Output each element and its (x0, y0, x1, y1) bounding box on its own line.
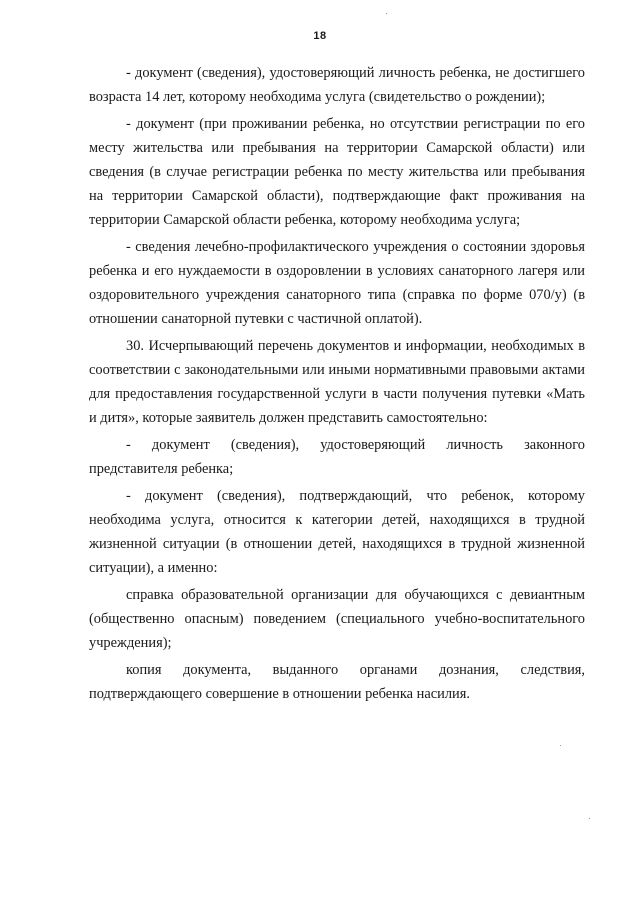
paragraph-educational-certificate: справка образовательной организации для обучающихся с девиантным (общественно опасным) поведением (специального учебно-воспитательного учреждения); (89, 587, 585, 652)
page-number: 18 (313, 30, 327, 42)
paragraph-child-identity-document: - документ (сведения), удостоверяющий личность ребенка, не достигшего возраста 14 лет, которому необходима услуга (свидетельство о рождении); (89, 65, 585, 105)
paragraph-representative-identity: - документ (сведения), удостоверяющий личность законного представителя ребенка; (89, 437, 585, 478)
scan-speck (386, 13, 387, 14)
scan-speck (589, 818, 590, 819)
scan-speck (560, 745, 561, 746)
paragraph-difficult-situation-document: - документ (сведения), подтверждающий, что ребенок, которому необходима услуга, относится к категории детей, находящихся в трудной жизненной ситуации (в отношении детей, находящихся в трудной жизненной ситуации), а именно: (89, 488, 585, 577)
paragraph-investigation-copy: копия документа, выданного органами дознания, следствия, подтверждающего совершение в отношении ребенка насилия. (89, 662, 585, 703)
paragraph-health-certificate: - сведения лечебно-профилактического учреждения о состоянии здоровья ребенка и его нуждаемости в оздоровлении в условиях санаторного лагеря или оздоровительного учреждения санаторного типа (справка по форме 070/у) (в отношении санаторной путевки с частичной оплатой). (89, 239, 585, 327)
paragraph-residence-document: - документ (при проживании ребенка, но отсутствии регистрации по его месту жительства или пребывания на территории Самарской области) или сведения (в случае регистрации ребенка по месту жительства или пребывания на территории Самарской области), подтверждающие факт проживания на территории Самарской области ребенка, которому необходима услуга; (89, 116, 585, 228)
paragraph-section-30: 30. Исчерпывающий перечень документов и информации, необходимых в соответствии с законодательными или иными нормативными правовыми актами для предоставления государственной услуги в части получения путевки «Мать и дитя», которые заявитель должен представить самостоятельно: (89, 338, 585, 426)
document-body (89, 62, 585, 711)
